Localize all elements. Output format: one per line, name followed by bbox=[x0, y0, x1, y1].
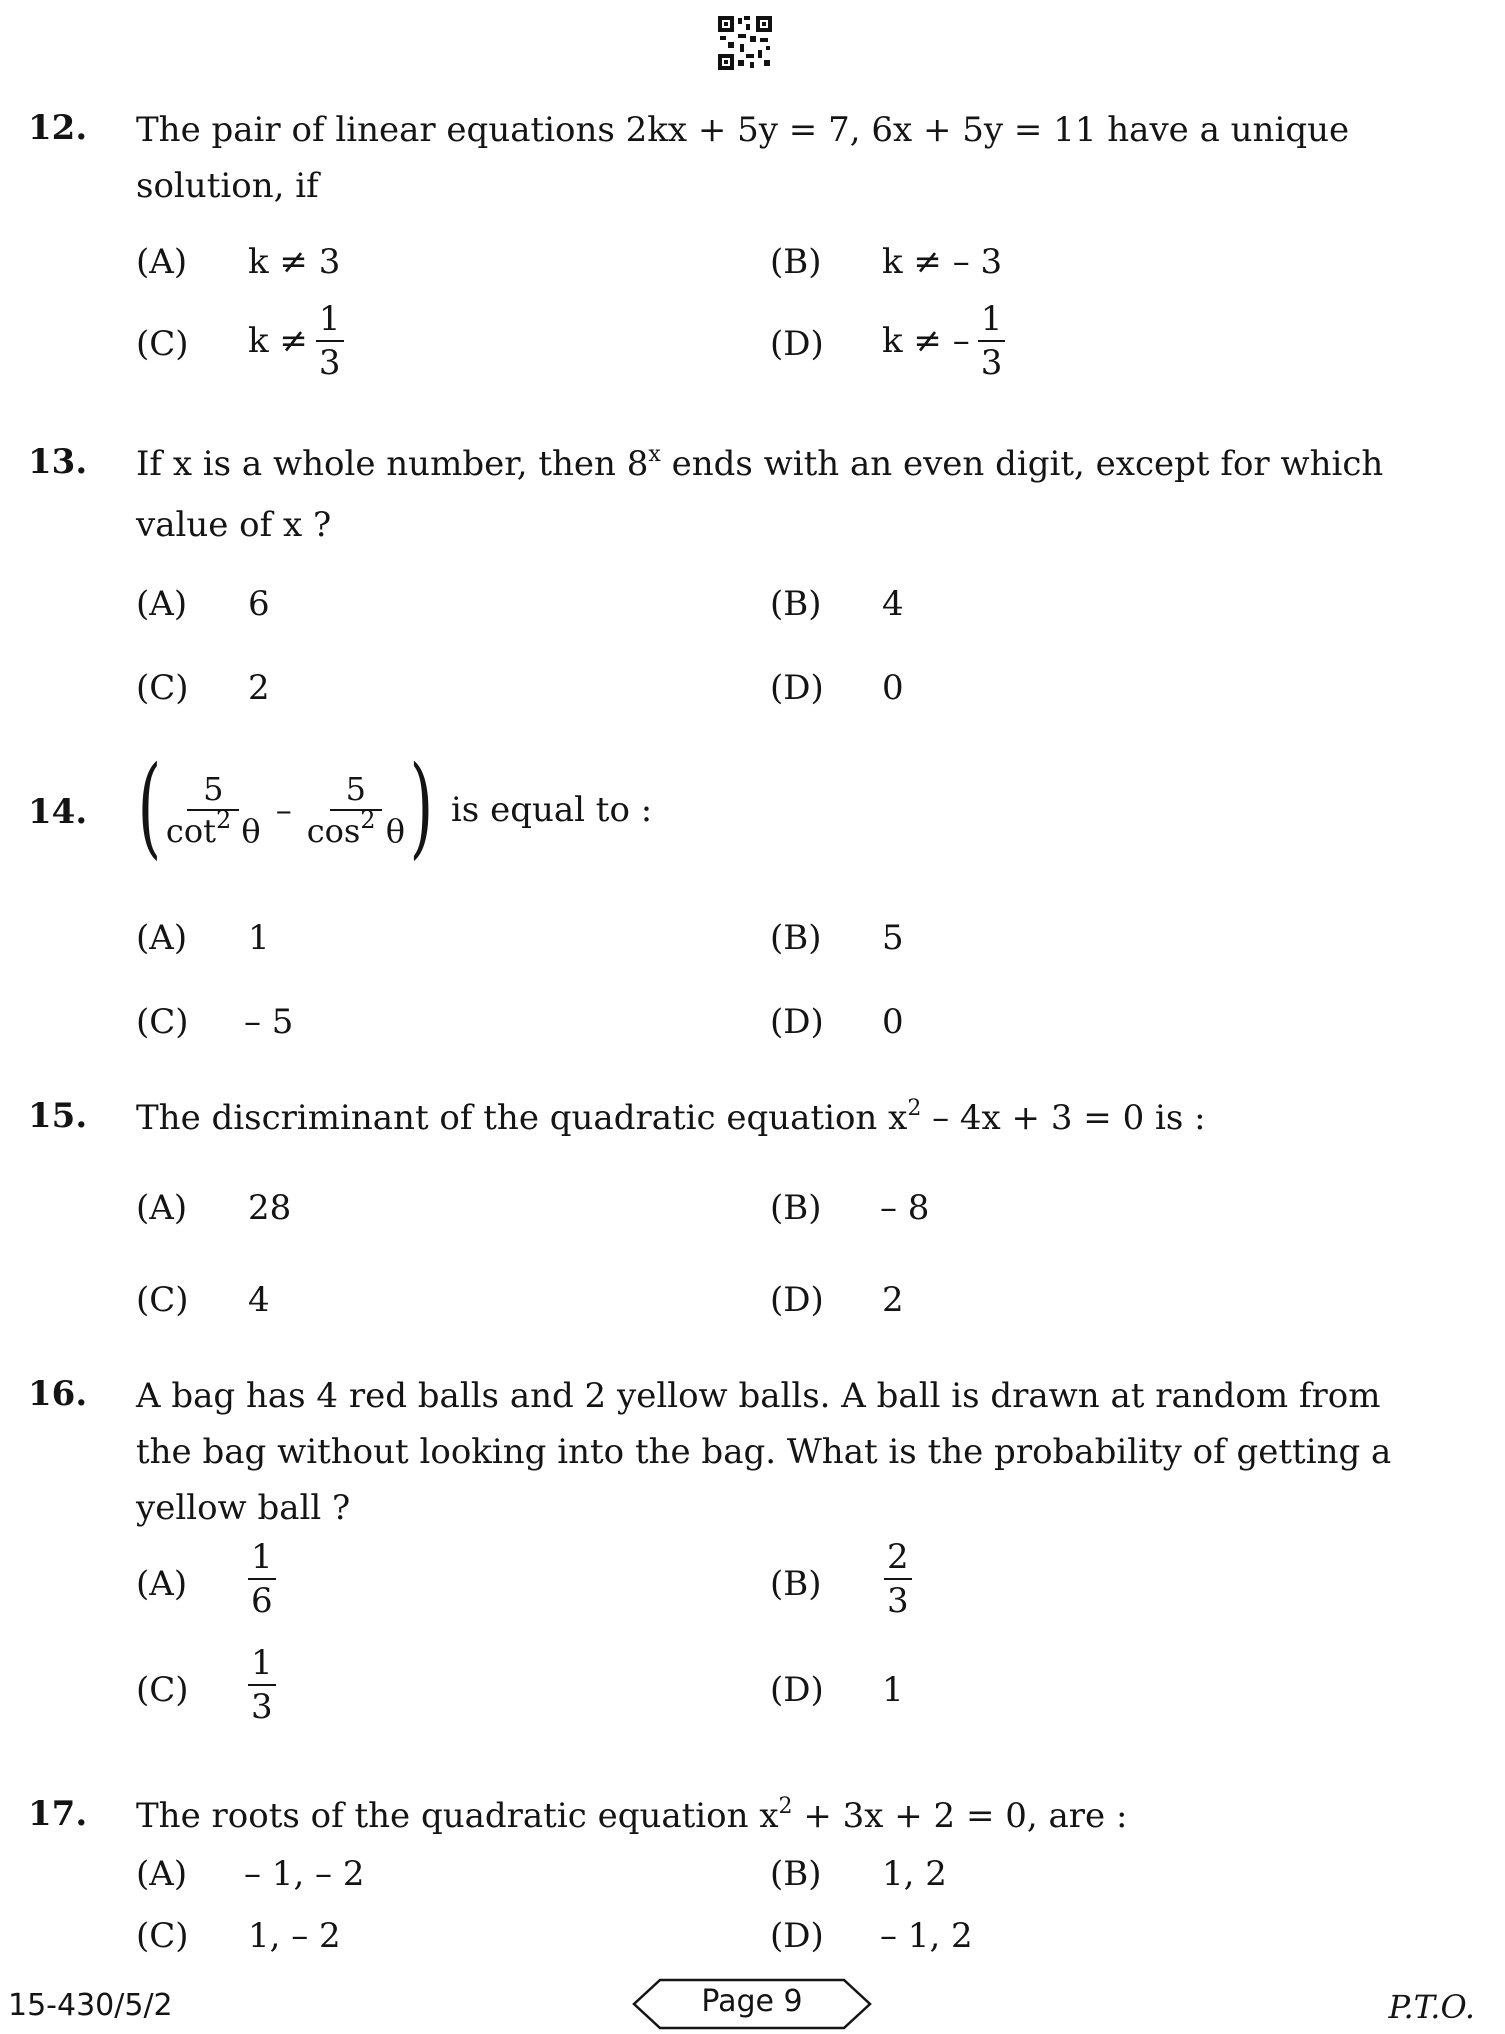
option-label: (D) bbox=[770, 324, 824, 364]
option-value: 0 bbox=[882, 668, 904, 708]
option-value: – 5 bbox=[244, 1002, 294, 1042]
question-expression bbox=[128, 742, 653, 872]
option-value: – 8 bbox=[880, 1188, 930, 1228]
fraction-denominator: 3 bbox=[980, 343, 1003, 383]
left-parenthesis: ( bbox=[137, 742, 162, 870]
option-value: 0 bbox=[882, 1002, 904, 1042]
superscript: 2 bbox=[360, 806, 376, 834]
question-text-line: value of x ? bbox=[136, 505, 332, 545]
question-text bbox=[136, 1788, 1396, 1849]
option-value: 2 bbox=[248, 668, 270, 708]
option-value: 5 bbox=[882, 918, 904, 958]
text-part: ends with an even digit, except for which bbox=[660, 444, 1384, 484]
option-label: (C) bbox=[136, 1280, 189, 1320]
fraction-numerator: 1 bbox=[248, 1646, 276, 1686]
fraction-numerator: 1 bbox=[316, 302, 344, 342]
fraction bbox=[248, 1537, 276, 1621]
minus-sign: – bbox=[275, 791, 292, 829]
text-part: cos bbox=[306, 812, 361, 850]
option-label: (A) bbox=[136, 1564, 188, 1604]
paper-code: 15-430/5/2 bbox=[8, 1988, 173, 2023]
option-value: 1 bbox=[248, 918, 270, 958]
text-part: θ bbox=[375, 812, 406, 850]
option-value: 1, 2 bbox=[882, 1854, 947, 1894]
fraction-denominator bbox=[163, 806, 264, 850]
right-parenthesis: ) bbox=[409, 742, 434, 870]
option-prefix: k ≠ bbox=[248, 321, 308, 361]
fraction bbox=[304, 770, 408, 850]
question-text-line: solution, if bbox=[136, 166, 319, 206]
option-label: (C) bbox=[136, 324, 189, 364]
fraction-numerator: 2 bbox=[884, 1540, 912, 1580]
question-text-line: yellow ball ? bbox=[136, 1488, 351, 1528]
option-label: (C) bbox=[136, 668, 189, 708]
option-value: 1, – 2 bbox=[248, 1916, 341, 1956]
fraction-numerator: 1 bbox=[248, 1540, 276, 1580]
text-part: – 4x + 3 = 0 is : bbox=[921, 1098, 1206, 1138]
option-label: (D) bbox=[770, 668, 824, 708]
question-number: 13. bbox=[28, 442, 88, 482]
fraction bbox=[978, 299, 1006, 383]
option-label: (C) bbox=[136, 1002, 189, 1042]
option-label: (D) bbox=[770, 1280, 824, 1320]
option-prefix: k ≠ – bbox=[882, 321, 970, 361]
option-value bbox=[248, 1643, 276, 1727]
option-label: (C) bbox=[136, 1670, 189, 1710]
option-value: – 1, 2 bbox=[880, 1916, 973, 1956]
page-number: Page 9 bbox=[701, 1984, 803, 2019]
fraction-denominator: 3 bbox=[887, 1581, 909, 1621]
text-part: If x is a whole number, then 8 bbox=[136, 444, 649, 484]
question-text bbox=[136, 1368, 1396, 1536]
option-value: 1 bbox=[882, 1670, 904, 1710]
fraction-denominator bbox=[304, 806, 408, 850]
superscript: x bbox=[648, 442, 661, 467]
option-label: (A) bbox=[136, 242, 188, 282]
text-part: cot bbox=[165, 812, 216, 850]
page-badge bbox=[632, 1978, 872, 2030]
question-number: 15. bbox=[28, 1096, 88, 1136]
superscript: 2 bbox=[907, 1096, 922, 1121]
option-label: (A) bbox=[136, 1188, 188, 1228]
question-text-line: the bag without looking into the bag. What is the probability of getting a bbox=[136, 1432, 1392, 1472]
fraction bbox=[884, 1537, 912, 1621]
question-number: 16. bbox=[28, 1374, 88, 1414]
fraction-denominator: 3 bbox=[251, 1687, 273, 1727]
question-suffix: is equal to : bbox=[450, 790, 653, 830]
option-value: 2 bbox=[882, 1280, 904, 1320]
fraction bbox=[248, 1643, 276, 1727]
text-part: θ bbox=[231, 812, 261, 850]
option-label: (B) bbox=[770, 1564, 822, 1604]
question-number: 12. bbox=[28, 108, 88, 148]
option-label: (A) bbox=[136, 918, 188, 958]
question-text-line bbox=[136, 436, 1396, 497]
fraction-numerator: 5 bbox=[187, 773, 239, 811]
option-value bbox=[882, 299, 1005, 383]
fraction bbox=[163, 770, 264, 850]
option-label: (B) bbox=[770, 1854, 822, 1894]
text-part: The discriminant of the quadratic equation x bbox=[136, 1098, 908, 1138]
option-label: (A) bbox=[136, 1854, 188, 1894]
option-label: (D) bbox=[770, 1002, 824, 1042]
question-text-line: The pair of linear equations 2kx + 5y = 7, 6x + 5y = 11 have a unique bbox=[136, 110, 1350, 150]
option-value: 4 bbox=[882, 584, 904, 624]
fraction-denominator: 6 bbox=[251, 1581, 273, 1621]
option-label: (B) bbox=[770, 918, 822, 958]
fraction bbox=[316, 299, 344, 383]
pto-label: P.T.O. bbox=[1388, 1988, 1475, 2026]
question-text bbox=[136, 102, 1396, 214]
option-label: (D) bbox=[770, 1916, 824, 1956]
text-part: The roots of the quadratic equation x bbox=[136, 1796, 779, 1836]
option-value bbox=[248, 299, 344, 383]
question-text-line: A bag has 4 red balls and 2 yellow balls. A ball is drawn at random from bbox=[136, 1376, 1381, 1416]
question-text bbox=[136, 1090, 1396, 1151]
option-value bbox=[884, 1537, 912, 1621]
fraction-numerator: 1 bbox=[978, 302, 1006, 342]
superscript: 2 bbox=[215, 806, 232, 834]
fraction-denominator: 3 bbox=[318, 343, 341, 383]
superscript: 2 bbox=[778, 1794, 793, 1819]
option-value: – 1, – 2 bbox=[244, 1854, 365, 1894]
question-number: 17. bbox=[28, 1794, 88, 1834]
qr-code-icon bbox=[718, 16, 772, 70]
fraction-numerator: 5 bbox=[330, 773, 382, 811]
option-label: (B) bbox=[770, 242, 822, 282]
question-number: 14. bbox=[28, 792, 88, 832]
text-part: + 3x + 2 = 0, are : bbox=[792, 1796, 1128, 1836]
option-value: 6 bbox=[248, 584, 270, 624]
option-label: (B) bbox=[770, 584, 822, 624]
option-label: (D) bbox=[770, 1670, 824, 1710]
option-value: k ≠ 3 bbox=[248, 242, 341, 282]
option-label: (B) bbox=[770, 1188, 822, 1228]
option-value: 4 bbox=[248, 1280, 270, 1320]
option-value bbox=[248, 1537, 276, 1621]
option-value: k ≠ – 3 bbox=[882, 242, 1003, 282]
option-label: (C) bbox=[136, 1916, 189, 1956]
option-label: (A) bbox=[136, 584, 188, 624]
option-value: 28 bbox=[248, 1188, 292, 1228]
question-text bbox=[136, 436, 1396, 553]
